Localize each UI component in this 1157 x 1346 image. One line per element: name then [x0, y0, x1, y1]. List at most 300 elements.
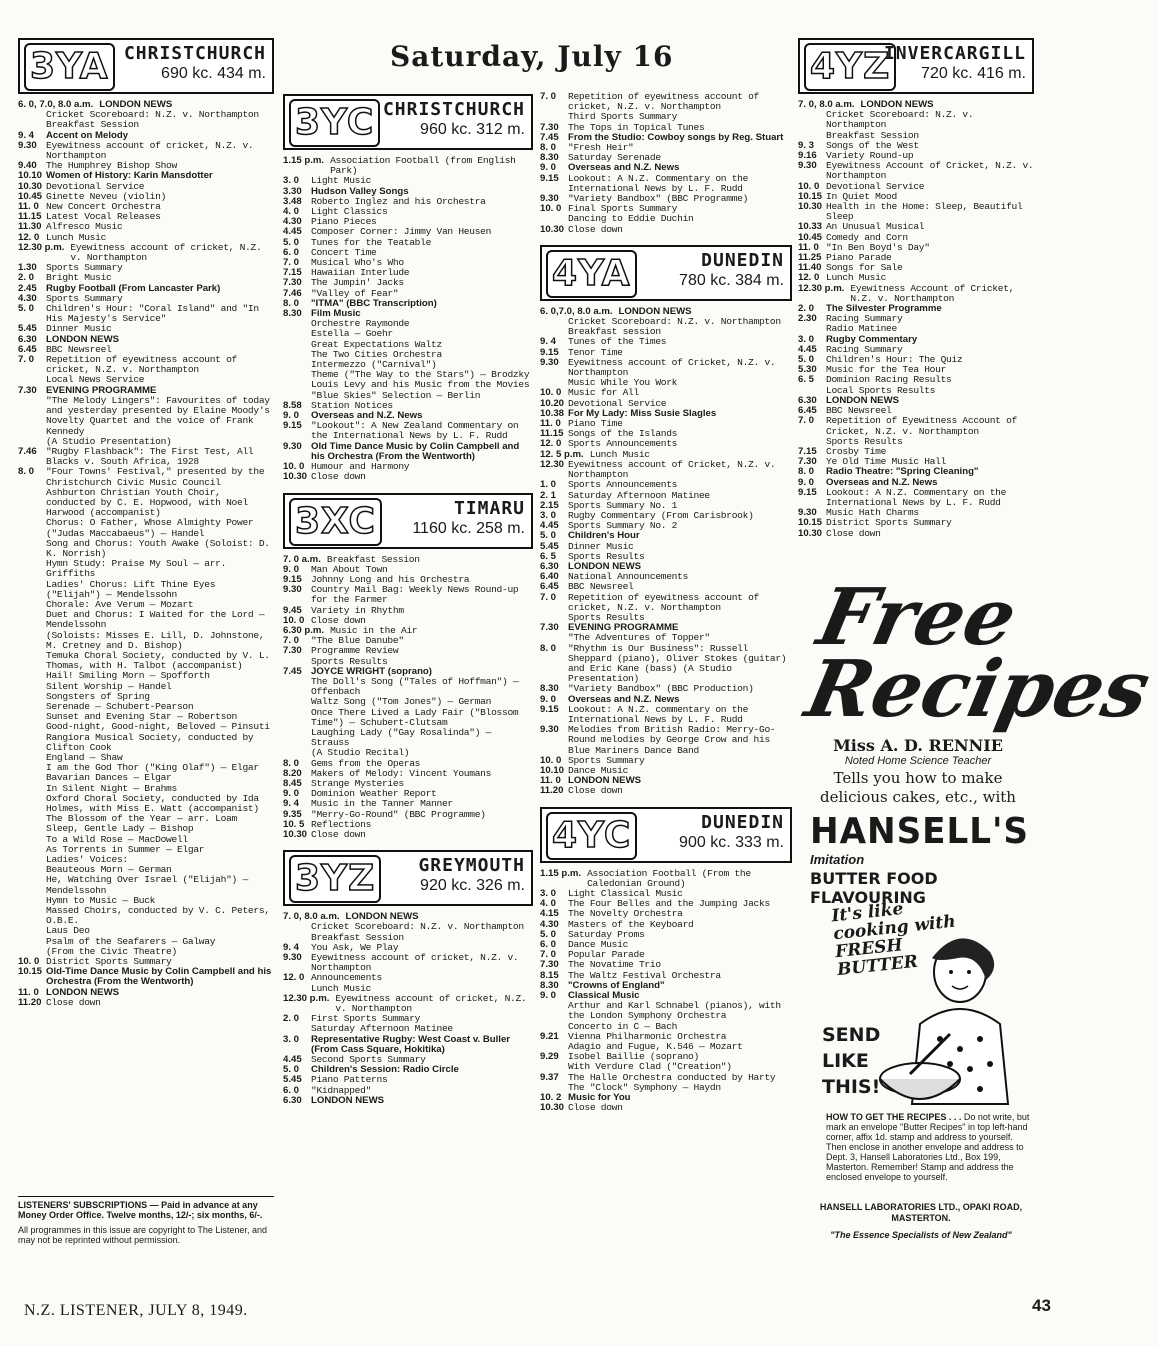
- programme-title: District Sports Summary: [46, 956, 172, 968]
- programme-title: Cricket Scoreboard: N.Z. v. Northampton: [826, 109, 974, 131]
- programme-title: An Unusual Musical: [826, 221, 925, 233]
- programme-row: [798, 416, 1034, 436]
- programme-time: 10. 0: [798, 180, 820, 192]
- programme-title: Cricket Scoreboard: N.Z. v. Northampton: [568, 316, 781, 328]
- programme-time: [18, 539, 46, 559]
- programme-time: 6. 0: [283, 1084, 300, 1096]
- programme-time: 10.45: [18, 190, 43, 202]
- programme-time: 7.30: [283, 645, 302, 657]
- programme-time: [18, 835, 46, 845]
- programme-time: 9. 0: [798, 476, 815, 488]
- ad-specialists: "The Essence Specialists of New Zealand": [830, 1230, 1012, 1240]
- programme-title: Ladies' Voices:: [46, 854, 128, 866]
- programme-row: [540, 1001, 792, 1021]
- programme-title: Bright Music: [46, 272, 112, 284]
- programme-title: "Kidnapped": [311, 1084, 372, 1096]
- programme-time: 10.30: [283, 828, 308, 840]
- station-city: INVERCARGILL: [883, 43, 1026, 64]
- programme-title: Music for the Tea Hour: [826, 364, 947, 376]
- programme-title: Estella — Goehr: [311, 328, 393, 340]
- ad-free-heading: Free: [810, 572, 1025, 663]
- programme-title: LONDON NEWS: [311, 1094, 385, 1106]
- programme-time: 6. 0,7.0, 8.0 a.m.: [540, 305, 613, 317]
- programme-time: 1.30: [18, 262, 37, 274]
- programme-time: 9.16: [798, 150, 817, 162]
- programme-time: 9.30: [798, 160, 817, 172]
- schedule-4yc: [540, 869, 792, 1114]
- programme-time: [18, 692, 46, 702]
- programme-time: 9.45: [283, 604, 302, 616]
- programme-title: LONDON NEWS: [46, 333, 120, 345]
- programme-time: 10.15: [18, 966, 43, 978]
- programme-row: [18, 875, 274, 895]
- programme-title: With Verdure Clad ("Creation"): [568, 1061, 732, 1073]
- programme-title: Radio Matinee: [826, 323, 897, 335]
- programme-time: 1.15 p.m.: [283, 155, 325, 166]
- station-call-sign: 3YA: [24, 43, 115, 91]
- programme-title: The Jumpin' Jacks: [311, 277, 404, 289]
- programme-title: For My Lady: Miss Susie Slagles: [568, 407, 717, 419]
- programme-title: Music for You: [568, 1092, 631, 1104]
- programme-title: Sports Summary No. 2: [568, 520, 678, 532]
- programme-time: [283, 380, 311, 390]
- programme-title: (A Studio Presentation): [46, 435, 172, 447]
- programme-time: 8.30: [540, 979, 559, 991]
- programme-title: Ashburton Christian Youth Choir, conducted by C. E. Hopwood, with Noel Harwood (accompanist): [46, 486, 248, 519]
- programme-row: [18, 518, 274, 538]
- footer-date: N.Z. LISTENER, JULY 8, 1949.: [24, 1302, 248, 1319]
- programme-time: 7. 0, 8.0 a.m.: [798, 99, 855, 110]
- programme-title: The Doll's Song ("Tales of Hoffman") — Offenbach: [311, 675, 519, 698]
- programme-time: 9.15: [540, 172, 559, 184]
- programme-time: 9.30: [540, 356, 559, 368]
- programme-row: [18, 141, 274, 161]
- station-city: DUNEDIN: [701, 249, 784, 271]
- station-header-3yz: [283, 850, 533, 906]
- programme-title: Eyewitness account of cricket, N.Z. v. Northampton: [70, 241, 262, 264]
- programme-title: Once There Lived a Lady Fair ("Blossom Time") — Schubert-Clutsam: [311, 706, 519, 728]
- programme-time: [18, 733, 46, 753]
- programme-row: [540, 225, 792, 235]
- programme-title: Musical Who's Who: [311, 257, 404, 269]
- subscriptions-line: LISTENERS' SUBSCRIPTIONS — Paid in advance at any Money Order Office. Twelve months, 12/-; six months, 6/-.: [18, 1200, 263, 1220]
- programme-title: Silent Worship — Handel: [46, 680, 172, 692]
- programme-title: The "Clock" Symphony — Haydn: [568, 1081, 721, 1093]
- programme-time: 2. 0: [18, 272, 35, 284]
- programme-title: Light Classical Music: [568, 888, 683, 899]
- programme-time: 10. 0: [18, 956, 40, 968]
- programme-title: Eyewitness account of cricket, N.Z. v. Northampton: [46, 139, 254, 162]
- programme-title: Light Classics: [311, 206, 388, 218]
- programme-title: JOYCE WRIGHT (soprano): [311, 665, 432, 677]
- programme-title: Variety Round-up: [826, 150, 914, 162]
- programme-title: Devotional Service: [826, 180, 925, 192]
- programme-time: 9.30: [798, 507, 817, 519]
- programme-title: Station Notices: [311, 399, 393, 411]
- programme-title: Children's Hour: "Coral Island" and "In His Majesty's Service": [46, 303, 259, 325]
- programme-time: 11.15: [540, 428, 564, 440]
- programme-title: Dominion Racing Results: [826, 374, 952, 386]
- programme-time: 8. 0: [18, 466, 35, 478]
- station-header-3xc: [283, 493, 533, 549]
- programme-title: Ginette Neveu (violin): [46, 190, 167, 202]
- programme-row: [283, 156, 533, 176]
- programme-row: [283, 442, 533, 462]
- programme-row: [798, 202, 1034, 222]
- programme-title: Saturday Afternoon Matinee: [311, 1023, 453, 1035]
- column-3: [540, 92, 792, 1113]
- programme-title: "The Melody Lingers": Favourites of today and yesterday presented by Elaine Moody's Novelty Quartet and the voice of Frank Kennedy: [46, 394, 270, 437]
- programme-time: 7. 0 a.m.: [283, 553, 321, 565]
- programme-title: Old-Time Dance Music by Colin Campbell and his Orchestra (From the Wentworth): [46, 966, 272, 988]
- programme-title: Lookout: A N.Z. commentary on the International News by L. F. Rudd: [568, 703, 749, 725]
- programme-time: 8.30: [540, 152, 559, 164]
- programme-row: [283, 472, 533, 482]
- programme-time: 9. 4: [18, 129, 35, 141]
- programme-time: 9.30: [283, 440, 302, 452]
- programme-row: [18, 998, 274, 1008]
- programme-time: 9.35: [283, 808, 302, 820]
- programme-title: Association Football (From the Caledonian Ground): [587, 867, 751, 889]
- programme-time: 11. 0: [18, 201, 39, 213]
- programme-title: New Concert Orchestra: [46, 201, 161, 213]
- ad-product: BUTTER FOOD FLAVOURING: [810, 869, 938, 907]
- programme-time: 6.30: [798, 394, 817, 406]
- programme-time: 10. 0: [540, 203, 562, 215]
- programme-title: Lunch Music: [311, 982, 372, 994]
- subscriptions-note: [18, 1200, 274, 1245]
- programme-title: Dance Music: [568, 764, 629, 776]
- programme-title: Saturday Serenade: [568, 152, 661, 164]
- programme-row: [18, 651, 274, 671]
- programme-time: [283, 360, 311, 370]
- programme-title: Beauteous Morn — German: [46, 864, 172, 876]
- programme-time: 7.30: [540, 622, 559, 634]
- programme-time: 3.48: [283, 195, 302, 207]
- programme-time: 9.30: [283, 952, 302, 963]
- programme-title: Close down: [311, 471, 366, 483]
- ad-laboratories: HANSELL LABORATORIES LTD., OPAKI ROAD, MASTERTON.: [819, 1202, 1023, 1223]
- programme-title: Saturday Proms: [568, 928, 645, 940]
- programme-title: Concert Time: [311, 246, 377, 258]
- programme-time: 12.30 p.m.: [798, 282, 845, 294]
- programme-time: 11. 0: [18, 986, 39, 998]
- programme-title: Piano Time: [568, 418, 623, 430]
- programme-time: 6. 0, 7.0, 8.0 a.m.: [18, 99, 94, 110]
- programme-title: The Blossom of the Year — arr. Loam: [46, 813, 238, 825]
- programme-time: 4.15: [540, 908, 559, 920]
- programme-row: [283, 708, 533, 728]
- programme-row: [18, 243, 274, 263]
- programme-time: 7. 0: [540, 91, 557, 102]
- programme-time: 2.15: [540, 499, 559, 511]
- programme-time: 12. 0: [798, 272, 820, 284]
- programme-title: Eyewitness account of Cricket, N.Z. v. Northampton: [568, 356, 776, 379]
- programme-time: [798, 110, 826, 130]
- programme-title: Saturday Afternoon Matinee: [568, 489, 710, 501]
- programme-time: 1. 0: [540, 479, 557, 491]
- programme-time: 8.30: [540, 683, 559, 695]
- programme-title: Close down: [568, 1102, 623, 1114]
- programme-title: Local Sports Results: [826, 384, 936, 396]
- programme-time: 3. 0: [283, 1033, 300, 1045]
- programme-time: [18, 722, 46, 732]
- programme-title: Hymn Study: Praise My Soul — arr. Griffiths: [46, 558, 227, 580]
- programme-time: 3. 0: [540, 888, 557, 899]
- programme-time: 6. 0: [540, 939, 557, 951]
- programme-title: Radio Theatre: "Spring Cleaning": [826, 466, 979, 478]
- programme-time: 8. 0: [283, 297, 300, 309]
- programme-time: 9.30: [540, 193, 559, 205]
- programme-title: LONDON NEWS: [345, 911, 419, 923]
- programme-time: 4. 0: [283, 206, 300, 218]
- programme-title: Eyewitness account of cricket, N.Z. v. Northampton: [335, 992, 527, 1015]
- programme-title: Breakfast Session: [326, 553, 420, 565]
- programme-time: [18, 631, 46, 651]
- programme-title: Ladies' Chorus: Lift Thine Eyes ("Elijah") — Mendelssohn: [46, 578, 216, 600]
- programme-title: "Blue Skies" Selection — Berlin: [311, 389, 481, 401]
- programme-time: 12. 0: [540, 438, 562, 450]
- programme-time: 11.20: [540, 785, 564, 797]
- programme-time: 7.30: [540, 959, 559, 971]
- programme-title: Lunch Music: [46, 231, 107, 243]
- programme-time: 10.30: [798, 527, 823, 539]
- programme-time: 7.46: [18, 445, 37, 457]
- programme-time: [18, 110, 46, 120]
- programme-title: Rugby Commentary: [826, 333, 918, 345]
- programme-title: Sports Summary: [568, 754, 645, 766]
- programme-title: Hawaiian Interlude: [311, 267, 410, 279]
- programme-title: Third Sports Summary: [568, 111, 678, 123]
- programme-title: Lunch Music: [589, 448, 650, 460]
- programme-title: Song and Chorus: Youth Awake (Soloist: D. K. Norrish): [46, 537, 270, 559]
- programme-title: Close down: [311, 828, 366, 840]
- programme-title: Johnny Long and his Orchestra: [311, 573, 470, 585]
- programme-time: 10. 2: [540, 1092, 562, 1104]
- programme-time: 9.30: [540, 724, 559, 736]
- station-city: DUNEDIN: [701, 811, 784, 833]
- programme-row: [540, 644, 792, 685]
- programme-title: BBC Newsreel: [46, 343, 112, 355]
- programme-title: Final Sports Summary: [568, 203, 678, 215]
- programme-time: 10. 0: [283, 461, 305, 473]
- programme-time: 3.30: [283, 185, 302, 197]
- programme-title: LONDON NEWS: [860, 99, 934, 110]
- programme-time: [283, 329, 311, 339]
- programme-title: "Rugby Flashback": The First Test, All Blacks v. South Africa, 1928: [46, 445, 254, 468]
- programme-time: 1.15 p.m.: [540, 867, 582, 879]
- programme-title: The Silvester Programme: [826, 303, 942, 315]
- programme-title: Lookout: A N.Z. Commentary on the International News by L. F. Rudd: [826, 486, 1007, 508]
- programme-time: [283, 728, 311, 748]
- programme-title: Temuka Choral Society, conducted by V. L. Thomas, with H. Talbot (accompanist): [46, 649, 270, 672]
- programme-title: In Silent Night — Brahms: [46, 782, 177, 794]
- programme-title: Crosby Time: [826, 445, 887, 457]
- programme-title: Songs for Sale: [826, 262, 903, 274]
- programme-title: Comedy and Corn: [826, 231, 908, 243]
- programme-time: 12.30: [540, 458, 565, 470]
- programme-title: To a Wild Rose — MacDowell: [46, 833, 188, 845]
- programme-time: 6. 0: [283, 246, 300, 258]
- programme-row: [283, 830, 533, 840]
- programme-time: [18, 651, 46, 671]
- programme-row: [18, 967, 274, 987]
- programme-time: 8. 0: [798, 466, 815, 478]
- programme-title: LONDON NEWS: [618, 305, 692, 317]
- programme-title: "Merry-Go-Round" (BBC Programme): [311, 808, 486, 820]
- programme-title: Serenade — Schubert-Pearson: [46, 700, 194, 712]
- programme-time: [540, 1001, 568, 1021]
- programme-time: 5. 0: [540, 928, 557, 940]
- programme-time: 9. 0: [283, 788, 300, 800]
- programme-title: "In Ben Boyd's Day": [826, 241, 930, 253]
- programme-time: 4.45: [798, 343, 817, 355]
- programme-title: Sports Announcements: [568, 438, 678, 450]
- programme-title: (From the Civic Theatre): [46, 945, 177, 957]
- programme-title: "The Adventures of Topper": [568, 632, 710, 644]
- programme-title: Music for All: [568, 387, 639, 399]
- ad-how-heading: HOW TO GET THE RECIPES . . .: [826, 1112, 962, 1122]
- programme-time: [18, 682, 46, 692]
- programme-time: [18, 794, 46, 814]
- programme-title: Breakfast Session: [311, 931, 404, 943]
- programme-time: 9.29: [540, 1051, 559, 1063]
- programme-time: 11.20: [18, 996, 42, 1008]
- programme-title: Film Music: [311, 308, 361, 320]
- programme-time: 10.45: [798, 231, 823, 243]
- programme-time: [18, 906, 46, 926]
- programme-title: Gems from the Operas: [311, 757, 421, 769]
- programme-title: Local News Service: [46, 374, 145, 386]
- programme-title: Dance Music: [568, 939, 629, 951]
- programme-time: 3. 0: [283, 175, 300, 187]
- programme-time: [18, 824, 46, 834]
- programme-time: 7.30: [283, 277, 302, 289]
- ad-imitation: Imitation: [810, 852, 865, 867]
- programme-title: Variety in Rhythm: [311, 604, 404, 616]
- programme-title: Laus Deo: [46, 925, 90, 937]
- programme-title: Waltz Song ("Tom Jones") — German: [311, 696, 492, 708]
- copyright-line: All programmes in this issue are copyright to The Listener, and may not be reprinted without permission.: [18, 1225, 267, 1245]
- programme-row: [18, 355, 274, 375]
- programme-time: 11. 0: [798, 241, 819, 253]
- programme-time: 5.45: [540, 540, 559, 552]
- programme-title: Representative Rugby: West Coast v. Buller (From Cass Square, Hokitika): [311, 1033, 511, 1055]
- schedule-4yz: [798, 100, 1034, 539]
- programme-time: [283, 697, 311, 707]
- programme-title: Sunset and Evening Star — Robertson: [46, 711, 238, 723]
- programme-row: [18, 906, 274, 926]
- programme-time: 11.30: [18, 221, 42, 233]
- hansells-advert: [798, 572, 1157, 1272]
- programme-title: Vienna Philharmonic Orchestra: [568, 1030, 727, 1042]
- programme-title: He, Watching Over Israel ("Elijah") — Mendelssohn: [46, 874, 248, 896]
- programme-title: Psalm of the Seafarers — Galway: [46, 935, 216, 947]
- programme-time: 7.45: [540, 131, 559, 143]
- ad-noted: Noted Home Science Teacher: [844, 755, 992, 767]
- programme-title: Close down: [568, 785, 623, 797]
- programme-time: [283, 708, 311, 728]
- programme-title: Oxford Choral Society, conducted by Ida Holmes, with Miss E. Watt (accompanist): [46, 792, 259, 815]
- programme-row: [540, 869, 792, 889]
- programme-title: Orchestre Raymonde: [311, 318, 410, 330]
- programme-time: 7. 0: [18, 354, 35, 366]
- programme-row: [798, 488, 1034, 508]
- programme-title: Overseas and N.Z. News: [311, 410, 423, 422]
- programme-title: The Halle Orchestra conducted by Harty: [568, 1071, 776, 1083]
- programme-title: Popular Parade: [568, 949, 645, 961]
- programme-time: 12. 0: [18, 231, 40, 243]
- programme-title: Devotional Service: [568, 397, 667, 409]
- programme-time: 9.15: [283, 420, 302, 432]
- programme-time: 5.30: [798, 364, 817, 376]
- programme-time: [283, 340, 311, 350]
- programme-title: Second Sports Summary: [311, 1054, 426, 1066]
- programme-time: [18, 855, 46, 865]
- programme-title: Music in the Air: [330, 624, 418, 636]
- programme-time: 7.30: [18, 384, 37, 396]
- programme-row: [18, 580, 274, 600]
- programme-title: Women of History: Karin Mansdotter: [46, 170, 213, 182]
- programme-title: "Crowns of England": [568, 979, 665, 991]
- programme-title: "Rhythm is Our Business": Russell Sheppard (piano), Oliver Stokes (guitar) and Eric Kane (bass) (A Studio Presentation): [568, 642, 787, 685]
- ad-like-bubble: It's like cooking with FRESH BUTTER: [830, 898, 957, 981]
- programme-time: [18, 926, 46, 936]
- programme-time: [18, 600, 46, 610]
- programme-time: 7. 0: [540, 949, 557, 961]
- programme-time: 10.38: [540, 407, 565, 419]
- programme-time: 6.30: [540, 560, 559, 572]
- programme-row: [18, 631, 274, 651]
- programme-title: Rugby Commentary (From Carisbrook): [568, 509, 754, 521]
- programme-time: [18, 396, 46, 437]
- programme-time: [18, 896, 46, 906]
- programme-title: "Lookout": A New Zealand Commentary on the International News by L. F. Rudd: [311, 420, 519, 442]
- programme-time: [18, 702, 46, 712]
- programme-time: [18, 865, 46, 875]
- programme-title: Tunes of the Times: [568, 336, 667, 348]
- programme-title: LONDON NEWS: [568, 560, 642, 572]
- programme-time: 9.30: [283, 584, 302, 596]
- programme-title: Accent on Melody: [46, 129, 129, 141]
- programme-time: 4. 0: [540, 898, 557, 910]
- programme-time: 9. 4: [283, 941, 300, 953]
- programme-row: [283, 1096, 533, 1106]
- programme-time: 5.45: [18, 323, 37, 335]
- programme-title: Sports Summary No. 1: [568, 499, 678, 511]
- programme-time: 3. 0: [540, 509, 557, 521]
- ad-name: Miss A. D. RENNIE: [833, 736, 1003, 755]
- programme-title: Children's Hour: The Quiz: [826, 354, 963, 366]
- programme-row: [18, 610, 274, 630]
- programme-time: 11. 0: [540, 775, 561, 787]
- programme-title: Piano Pieces: [311, 216, 377, 228]
- programme-title: Rangiora Musical Society, conducted by Clifton Cook: [46, 731, 254, 753]
- programme-title: Repetition of eyewitness account of cricket, N.Z. v. Northampton: [46, 354, 238, 376]
- programme-title: Repetition of eyewitness account of cricket, N.Z. v. Northampton: [568, 591, 760, 613]
- programme-time: [18, 559, 46, 579]
- station-city: TIMARU: [453, 497, 525, 519]
- programme-row: [18, 396, 274, 437]
- programme-row: [540, 531, 792, 541]
- station-header-4ya: [540, 245, 792, 301]
- programme-title: Programme Review: [311, 645, 399, 657]
- programme-title: Lookout: A N.Z. Commentary on the International News by L. F. Rudd: [568, 172, 749, 194]
- programme-time: 7. 0, 8.0 a.m.: [283, 911, 340, 923]
- programme-time: 9. 0: [540, 693, 557, 705]
- programme-row: [798, 467, 1034, 477]
- programme-title: Humour and Harmony: [311, 461, 410, 473]
